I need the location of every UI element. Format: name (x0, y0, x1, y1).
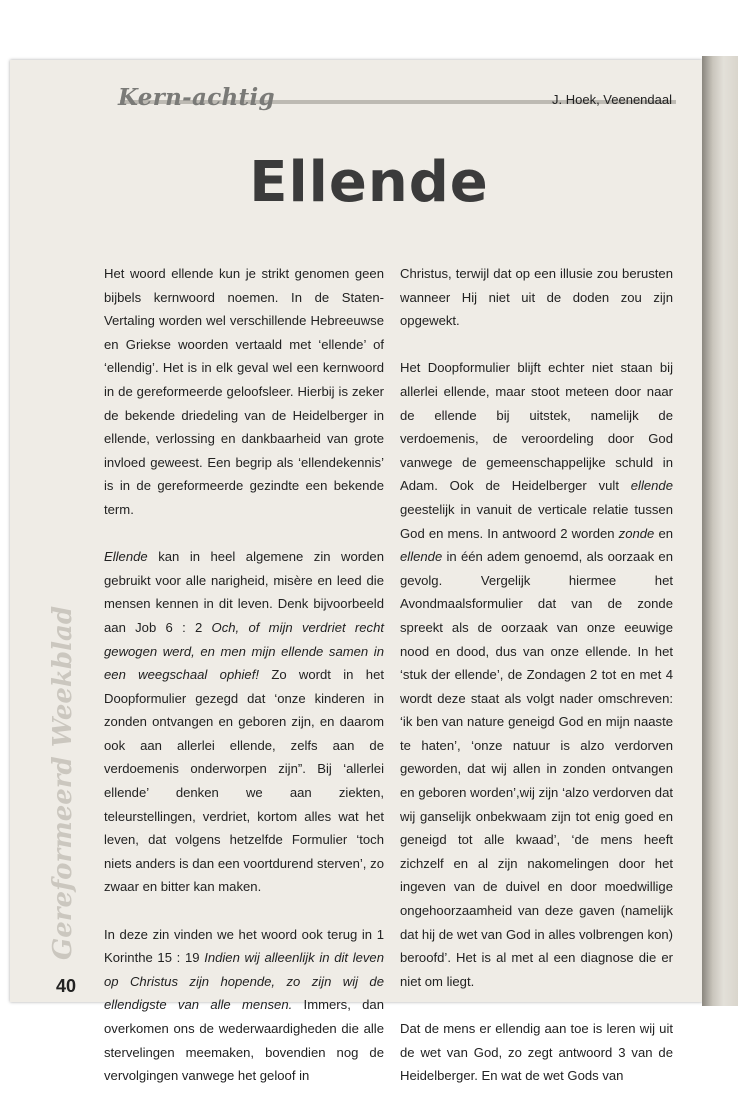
text-run: Het Doopformulier blijft echter niet staan bij allerlei ellende, maar stoot meteen door naar de ellende bij uitstek, namelijk de verdoemenis, de veroordeling door God vanwege de gemeenschappelijke schuld in Adam. Ook de Heidelberger vult (400, 360, 673, 494)
text-run: in één adem genoemd, als oorzaak en gevolg. Vergelijk hiermee het Avondmaalsformulier dat van de zonde spreekt als de oorzaak van onze eeuwige nood en dood, dus van onze ellende. In het ‘stuk der ellende’, de Zondagen 2 tot en met 4 wordt deze staat als volgt nader omschreven: ‘ik ben van nature geneigd God en mijn naaste te haten’, ‘onze natuur is alzo verdorven geworden, dat wij allen in zonden ontvangen en geboren worden’,wij zijn ‘alzo verdorven dat wij ganselijk onbekwaam zijn tot enig goed en geneigd tot alle kwaad’, ‘de mens heeft zichzelf en al zijn nakomelingen door het ingeven van de duivel en door moedwillige ongehoorzaamheid van deze gaven (namelijk dat hij de wet van God in alles volbrengen kon) beroofd’. Het is al met al een diagnose die er niet om liegt. (400, 549, 673, 989)
paragraph: Het woord ellende kun je strikt genomen geen bijbels kernwoord noemen. In de Staten-Vertaling worden wel verschillende Hebreeuwse en Griekse woorden vertaald met ‘ellende’ of ‘ellendig’. Het is in elk geval wel een kernwoord in de gereformeerde geloofsleer. Hierbij is zeker de bekende driedeling van de Heidelberger in ellende, verlossing en dankbaarheid van grote invloed geweest. Een begrip als ‘ellendekennis’ is in de gereformeerde gezindte een bekende term. (104, 266, 384, 517)
left-column (104, 262, 384, 1111)
bible-quote: Indien wij alleenlijk in dit leven op Christus zijn hopende, zo zijn wij de ellendigste van alle mensen. (104, 950, 384, 1013)
paragraph: Christus, terwijl dat op een illusie zou berusten wanneer Hij niet uit de doden zou zijn opgewekt. (400, 266, 673, 329)
text-run: In deze zin vinden we het woord ook terug in 1 Korinthe 15 : 19 (104, 926, 384, 966)
author-byline: J. Hoek, Veenendaal (552, 92, 672, 107)
text-run: kan in heel algemene zin worden gebruikt voor alle narigheid, misère en leed die mensen kennen in dit leven. Denk bijvoorbeeld aan Job 6 : 2 (104, 549, 384, 635)
text-run: geestelijk in vanuit de verticale relatie tussen God en mens. In antwoord 2 worden (400, 501, 673, 541)
publication-name: Gereformeerd Weekblad (48, 606, 78, 960)
emphasis: ellende (630, 478, 673, 494)
paragraph (104, 545, 384, 899)
emphasis: zonde (618, 525, 655, 541)
right-column (400, 262, 673, 1111)
text-run: en (654, 525, 674, 541)
paragraph (400, 356, 673, 993)
paragraph: Dat de mens er ellendig aan toe is leren wij uit de wet van God, zo zegt antwoord 3 van de Heidelberger. En wat de wet Gods van (400, 1021, 673, 1084)
text-run: Immers, dan overkomen ons de wederwaardigheden die alle stervelingen meemaken, bovendien nog de vervolgingen vanwege het geloof in (104, 997, 384, 1084)
article-title: Ellende (249, 150, 489, 215)
series-title: Kern-achtig (118, 84, 275, 111)
emphasis: ellende (400, 549, 443, 565)
page-number: 40 (56, 976, 77, 996)
emphasis: Ellende (104, 549, 148, 565)
text-run: Zo wordt in het Doopformulier gezegd dat ‘onze kinderen in zonden ontvangen en geboren zijn, en daarom ook aan allerlei ellende, zelfs aan de verdoemenis onderworpen zijn”. Bij ‘allerlei ellende’ denken we aan ziekten, teleurstellingen, verdriet, kortom alles wat het leven, dat volgens hetzelfde Formulier ‘toch niets anders is dan een voortdurend sterven’, zo zwaar en bitter kan maken. (104, 667, 384, 895)
paragraph (104, 923, 384, 1088)
bible-quote: Och, of mijn verdriet recht gewogen werd, en men mijn ellende samen in een weegschaal ophief! (104, 619, 384, 683)
